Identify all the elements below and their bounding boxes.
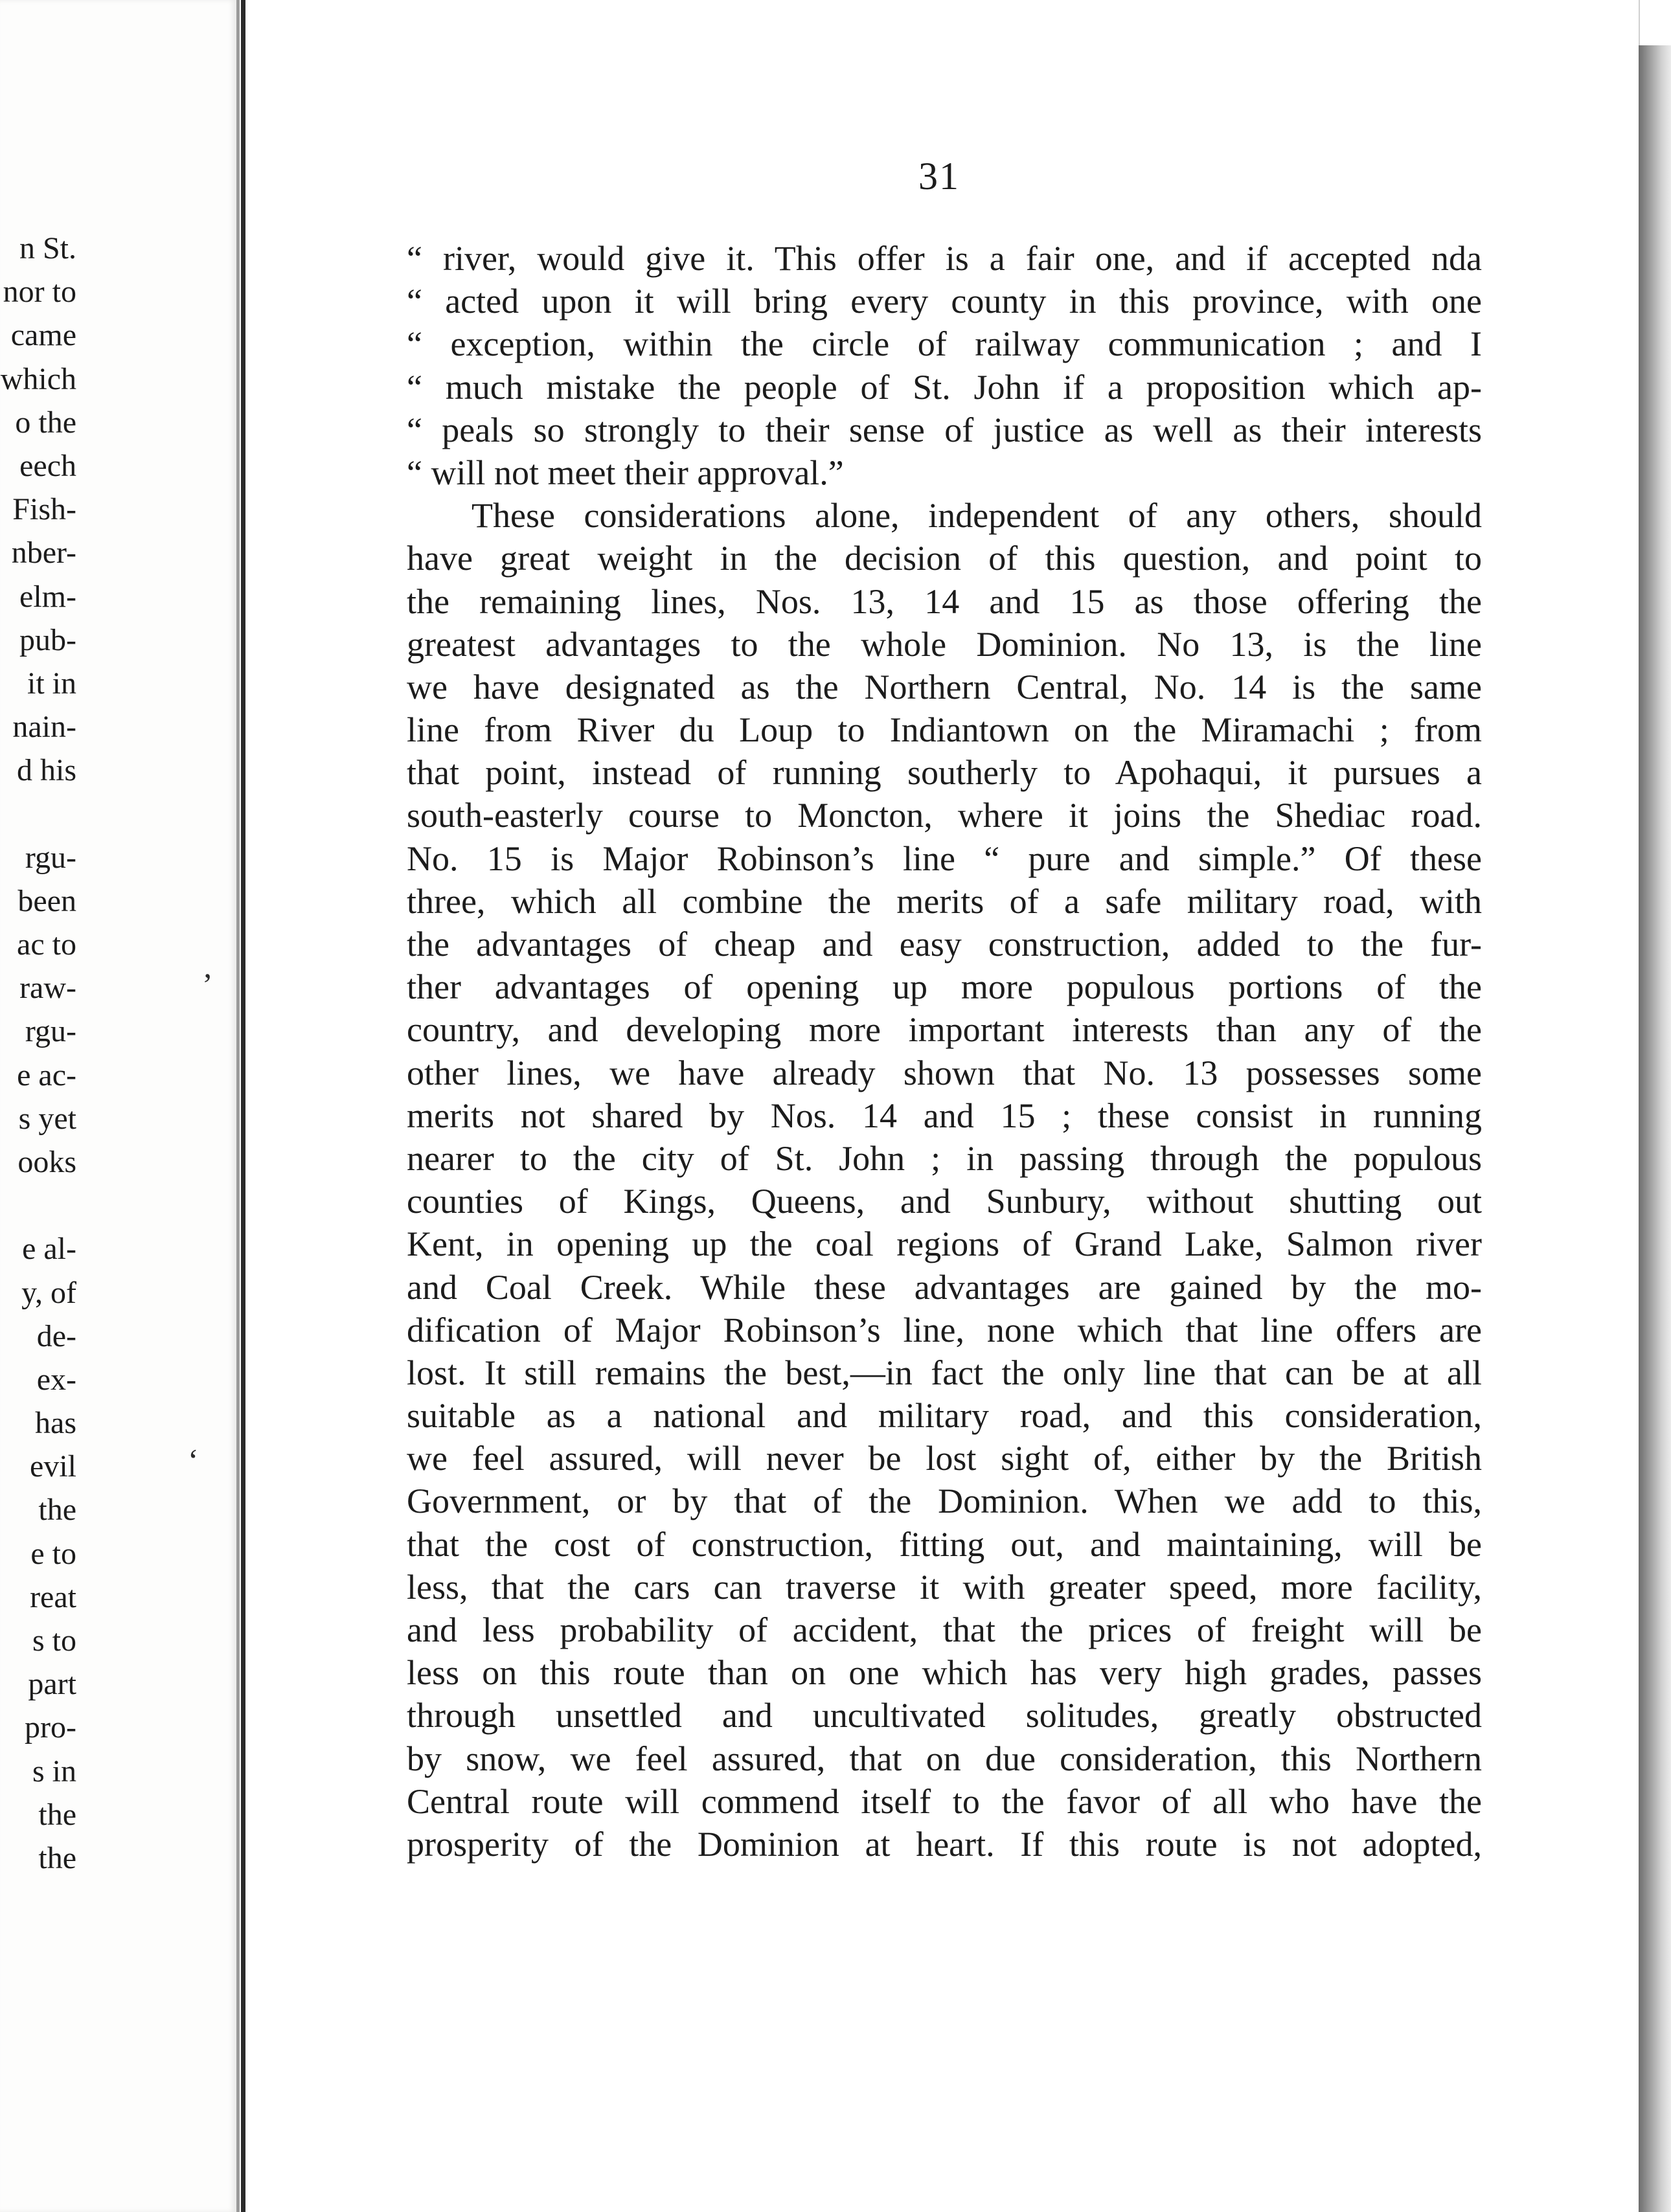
text-line: “ peals so strongly to their sense of justice as well as their interests <box>407 410 1482 449</box>
page-number: 31 <box>918 155 960 198</box>
left-line: the <box>38 1493 76 1528</box>
text-line: and Coal Creek. While these advantages are gained by the mo- <box>407 1267 1482 1307</box>
text-line: “ will not meet their approval.” <box>407 453 844 492</box>
text-line: nearer to the city of St. John ; in passing through the populous <box>407 1138 1482 1178</box>
text-line: through unsettled and uncultivated solitudes, greatly obstructed <box>407 1696 1482 1735</box>
text-line: lost. It still remains the best,—in fact the only line that can be at all <box>407 1353 1482 1392</box>
text-line: dification of Major Robinson’s line, none which that line offers are <box>407 1310 1482 1349</box>
text-line: other lines, we have already shown that No. 13 possesses some <box>407 1053 1482 1092</box>
left-line: has <box>35 1406 76 1441</box>
left-line: pub- <box>19 622 76 657</box>
text-line: Kent, in opening up the coal regions of Grand Lake, Salmon river <box>407 1224 1482 1264</box>
text-line: “ exception, within the circle of railway communication ; and I <box>407 324 1482 364</box>
text-line: country, and developing more important interests than any of the <box>407 1010 1482 1050</box>
left-line: s yet <box>18 1101 76 1136</box>
left-line: elm- <box>19 579 76 614</box>
text-line: suitable as a national and military road, and this consideration, <box>407 1396 1482 1436</box>
left-line: de- <box>36 1318 76 1353</box>
text-line: less on this route than on one which has very high grades, passes <box>407 1653 1482 1693</box>
left-line: ac to <box>17 927 76 962</box>
page-edge-shadow <box>1639 45 1671 2212</box>
left-line: been <box>17 883 76 918</box>
text-line: south-easterly course to Moncton, where it joins the Shediac road. <box>407 796 1482 835</box>
text-line: have great weight in the decision of this question, and point to <box>407 539 1482 578</box>
text-line: Central route will commend itself to the favor of all who have the <box>407 1781 1482 1821</box>
left-line: eech <box>19 448 76 483</box>
text-line: less, that the cars can traverse it with greater speed, more facility, <box>407 1567 1482 1607</box>
text-line: line from River du Loup to Indiantown on the Miramachi ; from <box>407 710 1482 750</box>
text-line: prosperity of the Dominion at heart. If this route is not adopted, <box>407 1824 1482 1864</box>
text-line: Government, or by that of the Dominion. When we add to this, <box>407 1482 1482 1521</box>
text-line: ther advantages of opening up more populous portions of the <box>407 967 1482 1007</box>
left-line: e to <box>30 1536 76 1571</box>
left-line: e ac- <box>17 1057 76 1092</box>
text-line: greatest advantages to the whole Dominion. No 13, is the line <box>407 624 1482 664</box>
text-line: the remaining lines, Nos. 13, 14 and 15 as those offering the <box>407 581 1482 621</box>
text-line: “ much mistake the people of St. John if a proposition which ap- <box>407 367 1482 407</box>
left-line: n St. <box>19 231 76 265</box>
text-line: “ acted upon it will bring every county in this province, with one <box>407 282 1482 321</box>
left-line: it in <box>27 666 76 701</box>
left-line: nain- <box>12 710 76 745</box>
left-line: the <box>38 1840 76 1875</box>
text-line: “ river, would give it. This offer is a fair one, and if accepted nda <box>407 239 1482 278</box>
text-line: we have designated as the Northern Central, No. 14 is the same <box>407 667 1482 706</box>
left-line: nor to <box>3 275 76 310</box>
left-line: y, of <box>21 1275 76 1310</box>
left-line: the <box>38 1797 76 1832</box>
left-line: part <box>28 1667 76 1702</box>
text-line: the advantages of cheap and easy construction, added to the fur- <box>407 925 1482 964</box>
left-line: rgu- <box>25 1014 76 1049</box>
text-line: by snow, we feel assured, that on due consideration, this Northern <box>407 1739 1482 1778</box>
text-line: No. 15 is Major Robinson’s line “ pure and simple.” Of these <box>407 839 1482 878</box>
left-page-text-column <box>0 227 76 1880</box>
left-line-blank <box>0 1184 76 1227</box>
text-line: that the cost of construction, fitting out, and maintaining, will be <box>407 1524 1482 1564</box>
left-line: reat <box>30 1579 76 1614</box>
left-line: rgu- <box>25 840 76 875</box>
left-line: Fish- <box>12 492 76 527</box>
left-line: came <box>10 318 76 353</box>
left-page-fragment <box>0 0 240 2212</box>
left-line: evil <box>30 1449 76 1484</box>
left-line: d his <box>16 753 76 788</box>
left-line: o the <box>15 405 76 440</box>
left-line: nber- <box>11 536 76 570</box>
text-line-paragraph-start: These considerations alone, independent of any others, should <box>472 496 1482 536</box>
left-line: raw- <box>19 971 76 1006</box>
left-line-blank <box>0 792 76 835</box>
ink-speck-mark: ’ <box>202 966 213 1002</box>
left-line: e al- <box>22 1232 76 1267</box>
text-line: and less probability of accident, that the prices of freight will be <box>407 1610 1482 1649</box>
left-line: ooks <box>17 1144 76 1179</box>
text-line: that point, instead of running southerly to Apohaqui, it pursues a <box>407 753 1482 793</box>
text-line: three, which all combine the merits of a safe military road, with <box>407 881 1482 921</box>
text-line: we feel assured, will never be lost sight of, either by the British <box>407 1439 1482 1478</box>
left-line: pro- <box>25 1710 76 1745</box>
page-gutter-divider <box>241 0 245 2212</box>
left-line: which <box>0 361 76 396</box>
left-line: ex- <box>36 1362 76 1397</box>
left-line: s in <box>32 1754 76 1789</box>
ink-speck-mark: ‘ <box>188 1442 199 1478</box>
text-line: counties of Kings, Queens, and Sunbury, without shutting out <box>407 1182 1482 1221</box>
body-text-block <box>407 237 1482 1866</box>
left-line: s to <box>32 1623 76 1658</box>
text-line: merits not shared by Nos. 14 and 15 ; these consist in running <box>407 1096 1482 1135</box>
